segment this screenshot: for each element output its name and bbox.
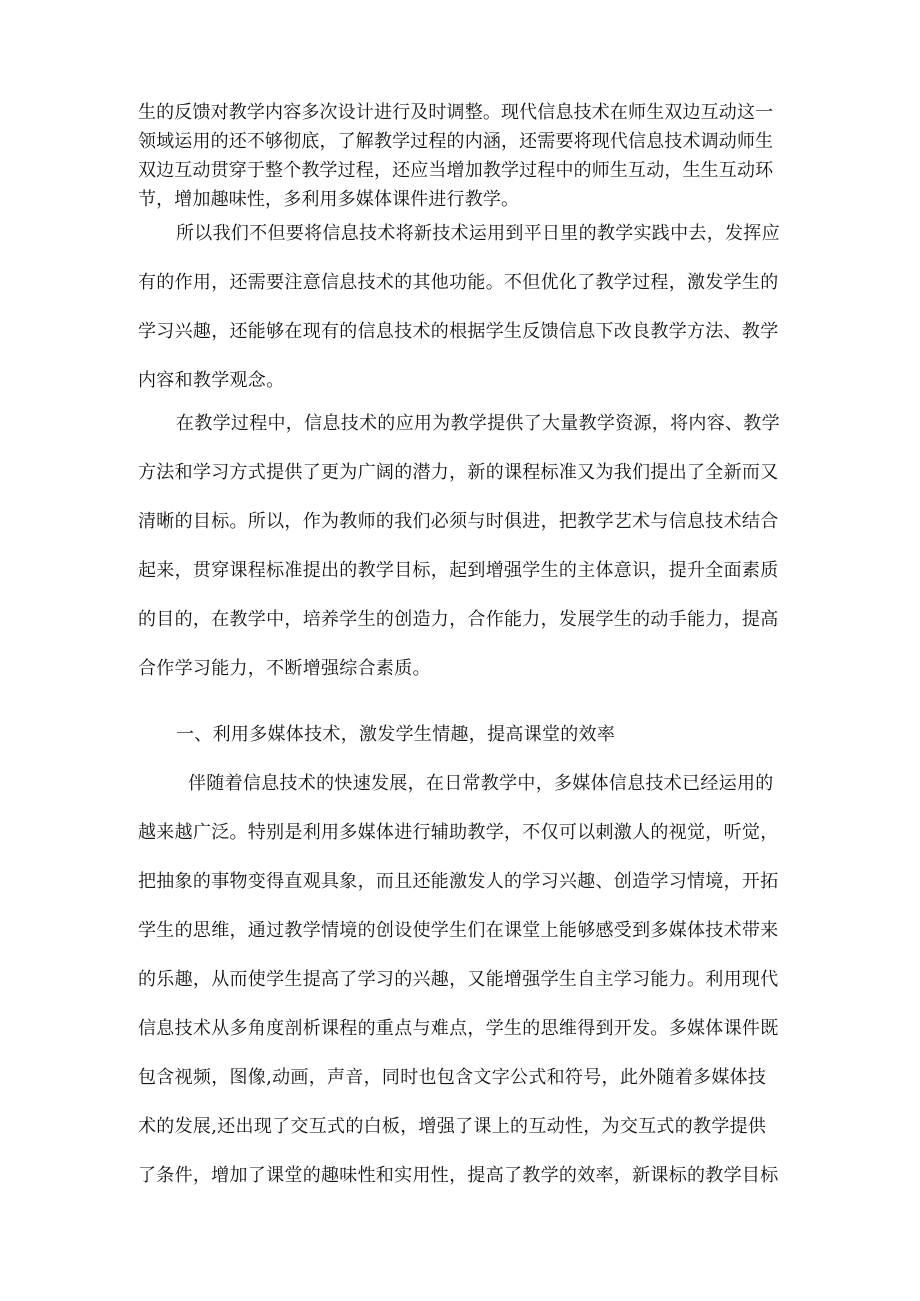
paragraph-2 — [138, 209, 788, 405]
section-heading: 一、利用多媒体技术，激发学生情趣，提高课堂的效率 — [176, 724, 616, 745]
paragraph-line: 有的作用，还需要注意信息技术的其他功能。不但优化了教学过程，激发学生的 — [138, 272, 779, 293]
paragraph-line: 清晰的目标。所以，作为教师的我们必须与时俱进，把教学艺术与信息技术结合 — [138, 511, 779, 532]
paragraph-line: 伴随着信息技术的快速发展，在日常教学中，多媒体信息技术已经运用的 — [188, 773, 774, 794]
paragraph-line: 的目的，在教学中，培养学生的创造力，合作能力，发展学生的动手能力，提高 — [138, 609, 779, 630]
paragraph-1 — [138, 98, 788, 214]
paragraph-line: 内容和教学观念。 — [138, 370, 285, 391]
paragraph-3 — [138, 399, 788, 693]
paragraph-line: 包含视频，图像,动画，声音，同时也包含文字公式和符号，此外随着多媒体技 — [138, 1067, 767, 1088]
paragraph-line: 学习兴趣，还能够在现有的信息技术的根据学生反馈信息下改良教学方法、教学 — [138, 321, 779, 342]
paragraph-line: 双边互动贯穿于整个教学过程，还应当增加教学过程中的师生互动，生生互动环 — [138, 160, 774, 181]
paragraph-line: 所以我们不但要将信息技术将新技术运用到平日里的教学实践中去，发挥应 — [176, 223, 780, 244]
paragraph-line: 了条件，增加了课堂的趣味性和实用性，提高了教学的效率，新课标的教学目标 — [138, 1165, 779, 1186]
paragraph-line: 学生的思维，通过教学情境的创设使学生们在课堂上能够感受到多媒体技术带来 — [138, 920, 779, 941]
paragraph-line: 生的反馈对教学内容多次设计进行及时调整。现代信息技术在师生双边互动这一 — [138, 102, 774, 123]
paragraph-line: 方法和学习方式提供了更为广阔的潜力，新的课程标准又为我们提出了全新而又 — [138, 462, 779, 483]
paragraph-line: 越来越广泛。特别是利用多媒体进行辅助教学，不仅可以刺激人的视觉，听觉， — [138, 822, 779, 843]
paragraph-line: 术的发展,还出现了交互式的白板，增强了课上的互动性，为交互式的教学提供 — [138, 1116, 767, 1137]
paragraph-line: 领域运用的还不够彻底，了解教学过程的内涵，还需要将现代信息技术调动师生 — [138, 131, 774, 152]
paragraph-line: 合作学习能力，不断增强综合素质。 — [138, 658, 431, 679]
paragraph-line: 信息技术从多角度剖析课程的重点与难点，学生的思维得到开发。多媒体课件既 — [138, 1018, 779, 1039]
paragraph-line: 在教学过程中，信息技术的应用为教学提供了大量教学资源，将内容、教学 — [176, 413, 780, 434]
paragraph-4 — [138, 759, 788, 1200]
paragraph-line: 的乐趣，从而使学生提高了学习的兴趣，又能增强学生自主学习能力。利用现代 — [138, 969, 779, 990]
paragraph-line: 起来，贯穿课程标准提出的教学目标，起到增强学生的主体意识，提升全面素质 — [138, 560, 779, 581]
paragraph-line: 把抽象的事物变得直观具象，而且还能激发人的学习兴趣、创造学习情境，开拓 — [138, 871, 779, 892]
paragraph-line: 节，增加趣味性，多利用多媒体课件进行教学。 — [138, 189, 520, 210]
